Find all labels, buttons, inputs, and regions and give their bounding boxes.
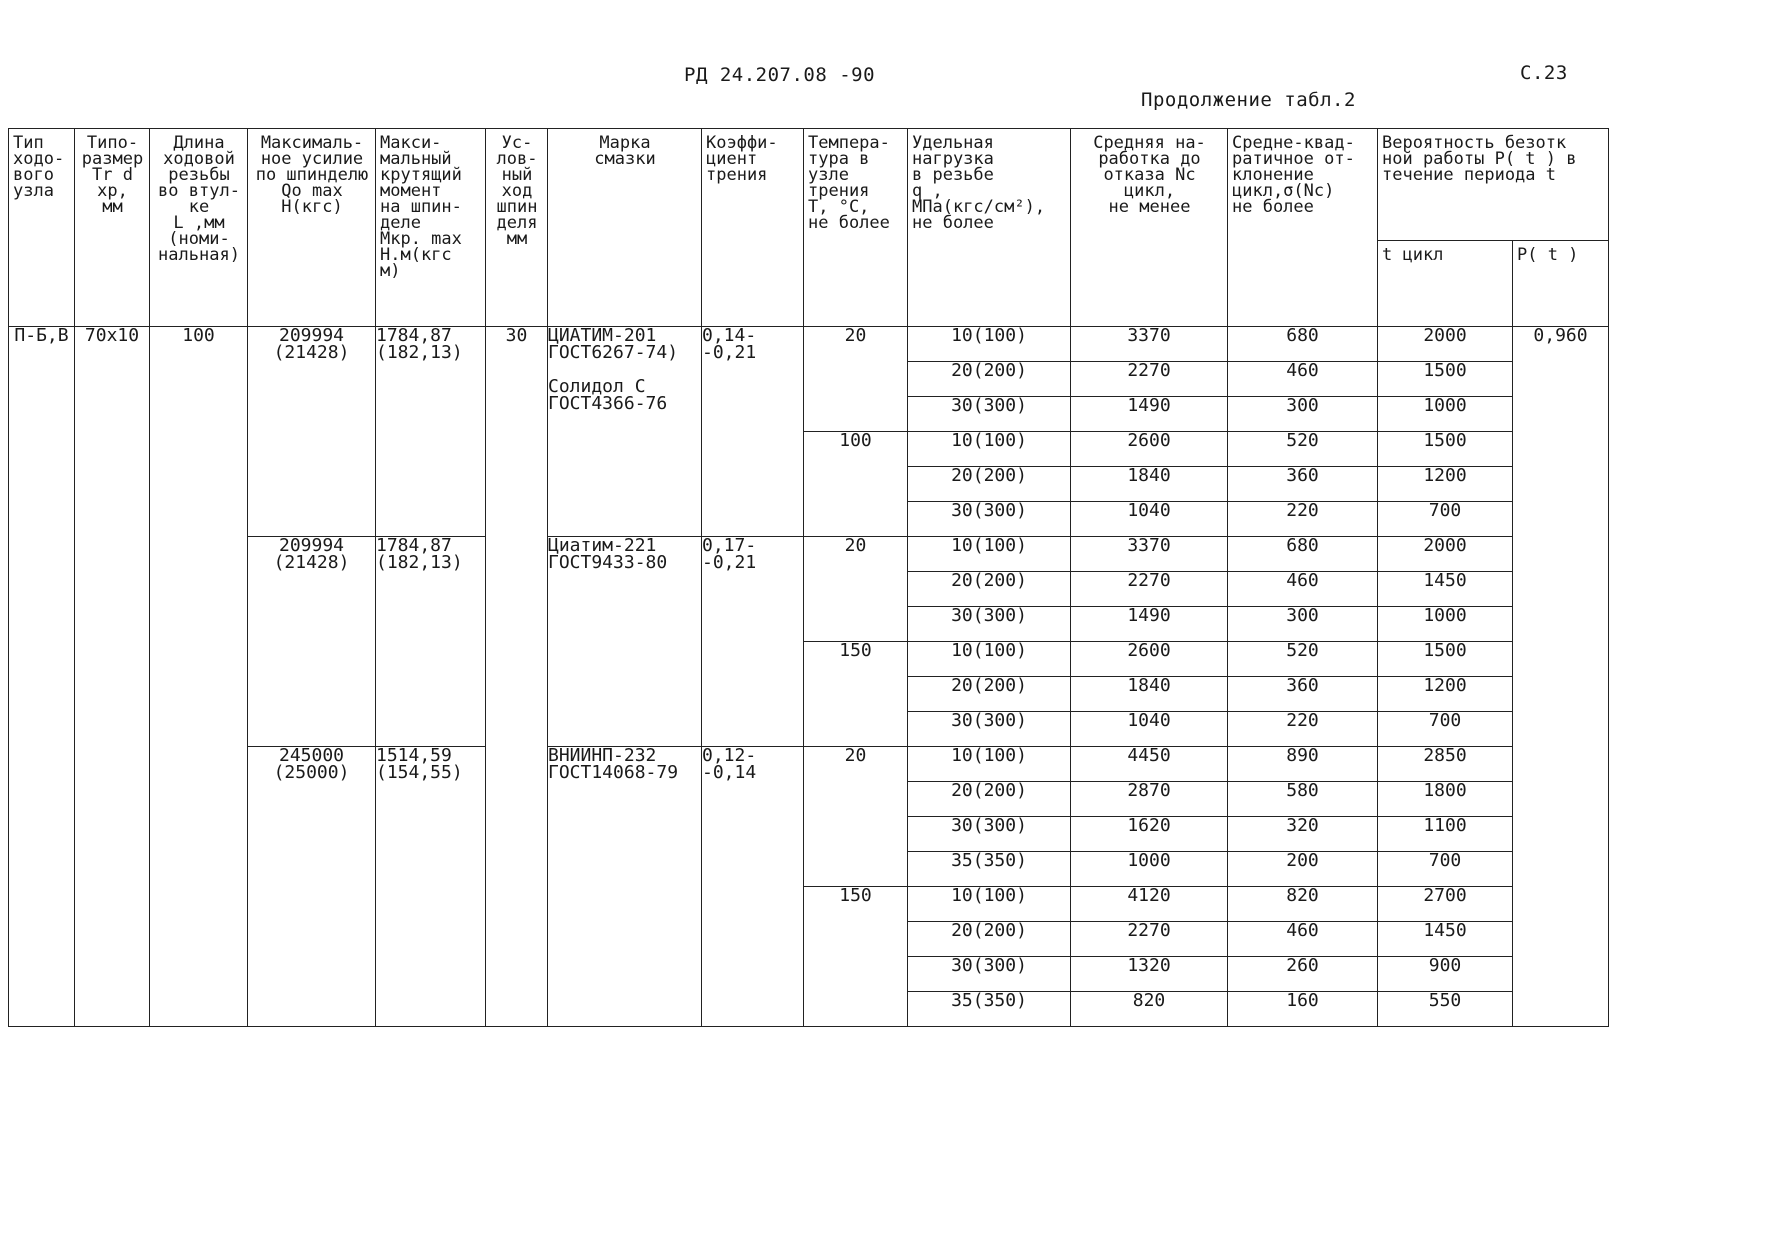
t-cycles-cell: 700 (1378, 852, 1513, 887)
load-cell: 35(350) (908, 852, 1071, 887)
lubricant-cell-2: Циатим-221 ГОСТ9433-80 (548, 537, 702, 747)
mean-time-cell: 4450 (1071, 747, 1228, 782)
t-cycles-cell: 2700 (1378, 887, 1513, 922)
t-cycles-cell: 1200 (1378, 467, 1513, 502)
t-cycles-cell: 1200 (1378, 677, 1513, 712)
load-cell: 10(100) (908, 327, 1071, 362)
load-cell: 30(300) (908, 957, 1071, 992)
std-dev-cell: 300 (1228, 607, 1378, 642)
load-cell: 10(100) (908, 432, 1071, 467)
t-cycles-cell: 550 (1378, 992, 1513, 1027)
col-header-lubricant: Марка смазки (548, 129, 702, 327)
mean-time-cell: 2600 (1071, 642, 1228, 677)
load-cell: 10(100) (908, 642, 1071, 677)
friction-cell-1: 0,14- -0,21 (702, 327, 804, 537)
load-cell: 20(200) (908, 677, 1071, 712)
col-header-std-dev: Средне-квад- ратичное от- клонение цикл,σ(Nc) не более (1228, 129, 1378, 327)
mean-time-cell: 1620 (1071, 817, 1228, 852)
col-header-size: Типо- размер Tr d хр, мм (75, 129, 150, 327)
std-dev-cell: 320 (1228, 817, 1378, 852)
std-dev-cell: 580 (1228, 782, 1378, 817)
t-cycles-cell: 1100 (1378, 817, 1513, 852)
load-cell: 30(300) (908, 817, 1071, 852)
std-dev-cell: 520 (1228, 432, 1378, 467)
mean-time-cell: 1320 (1071, 957, 1228, 992)
t-cycles-cell: 1800 (1378, 782, 1513, 817)
load-cell: 20(200) (908, 467, 1071, 502)
thread-length-cell: 100 (150, 327, 248, 1027)
lubricant-cell-1: ЦИАТИМ-201 ГОСТ6267-74) Солидол С ГОСТ4366-76 (548, 327, 702, 537)
t-cycles-cell: 700 (1378, 712, 1513, 747)
load-cell: 30(300) (908, 397, 1071, 432)
temperature-cell: 20 (804, 537, 908, 642)
load-cell: 30(300) (908, 502, 1071, 537)
node-type-cell: П-Б,В (9, 327, 75, 1027)
load-cell: 20(200) (908, 782, 1071, 817)
size-cell: 70х10 (75, 327, 150, 1027)
col-header-friction: Коэффи- циент трения (702, 129, 804, 327)
col-header-temperature: Темпера- тура в узле трения T, °C, не более (804, 129, 908, 327)
std-dev-cell: 260 (1228, 957, 1378, 992)
load-cell: 30(300) (908, 607, 1071, 642)
t-cycles-cell: 2000 (1378, 327, 1513, 362)
temperature-cell: 150 (804, 887, 908, 1027)
col-header-specific-load: Удельная нагрузка в резьбе q , МПа(кгс/см²), не более (908, 129, 1071, 327)
std-dev-cell: 300 (1228, 397, 1378, 432)
mean-time-cell: 2870 (1071, 782, 1228, 817)
load-cell: 35(350) (908, 992, 1071, 1027)
std-dev-cell: 890 (1228, 747, 1378, 782)
t-cycles-cell: 1000 (1378, 397, 1513, 432)
std-dev-cell: 220 (1228, 502, 1378, 537)
t-cycles-cell: 1450 (1378, 922, 1513, 957)
torque-cell-1: 1784,87 (182,13) (376, 327, 486, 537)
col-header-max-force: Максималь- ное усилие по шпинделю Qo max Н(кгс) (248, 129, 376, 327)
std-dev-cell: 200 (1228, 852, 1378, 887)
col-header-stroke: Ус- лов- ный ход шпин деля мм (486, 129, 548, 327)
mean-time-cell: 1040 (1071, 502, 1228, 537)
mean-time-cell: 1490 (1071, 607, 1228, 642)
load-cell: 10(100) (908, 747, 1071, 782)
mean-time-cell: 2270 (1071, 362, 1228, 397)
std-dev-cell: 820 (1228, 887, 1378, 922)
load-cell: 20(200) (908, 922, 1071, 957)
torque-cell-2: 1784,87 (182,13) (376, 537, 486, 747)
mean-time-cell: 3370 (1071, 327, 1228, 362)
mean-time-cell: 2270 (1071, 922, 1228, 957)
page-number: С.23 (1520, 62, 1568, 84)
lubricant-cell-3: ВНИИНП-232 ГОСТ14068-79 (548, 747, 702, 1027)
mean-time-cell: 1840 (1071, 677, 1228, 712)
col-header-p-t: P( t ) (1513, 241, 1609, 327)
t-cycles-cell: 1500 (1378, 432, 1513, 467)
t-cycles-cell: 2850 (1378, 747, 1513, 782)
std-dev-cell: 460 (1228, 572, 1378, 607)
spindle-drive-table (8, 128, 1609, 1027)
friction-cell-3: 0,12- -0,14 (702, 747, 804, 1027)
load-cell: 20(200) (908, 362, 1071, 397)
mean-time-cell: 1840 (1071, 467, 1228, 502)
t-cycles-cell: 1500 (1378, 362, 1513, 397)
mean-time-cell: 820 (1071, 992, 1228, 1027)
std-dev-cell: 220 (1228, 712, 1378, 747)
t-cycles-cell: 2000 (1378, 537, 1513, 572)
load-cell: 10(100) (908, 887, 1071, 922)
force-cell-1: 209994 (21428) (248, 327, 376, 537)
temperature-cell: 150 (804, 642, 908, 747)
col-header-t-cycles: t цикл (1378, 241, 1513, 327)
std-dev-cell: 680 (1228, 327, 1378, 362)
t-cycles-cell: 700 (1378, 502, 1513, 537)
col-header-thread-length: Длина ходовой резьбы во втул- ке L ,мм (номи- нальная) (150, 129, 248, 327)
probability-cell: 0,960 (1513, 327, 1609, 1027)
std-dev-cell: 160 (1228, 992, 1378, 1027)
t-cycles-cell: 1000 (1378, 607, 1513, 642)
document-code: РД 24.207.08 -90 (684, 64, 876, 86)
mean-time-cell: 3370 (1071, 537, 1228, 572)
mean-time-cell: 4120 (1071, 887, 1228, 922)
force-cell-3: 245000 (25000) (248, 747, 376, 1027)
mean-time-cell: 2270 (1071, 572, 1228, 607)
load-cell: 10(100) (908, 537, 1071, 572)
col-header-max-torque: Макси- мальный крутящий момент на шпин- деле Мкр. max Н.м(кгс м) (376, 129, 486, 327)
std-dev-cell: 360 (1228, 467, 1378, 502)
col-header-probability: Вероятность безотк ной работы P( t ) в течение периода t (1378, 129, 1609, 241)
col-header-node-type: Тип ходо- вого узла (9, 129, 75, 327)
load-cell: 30(300) (908, 712, 1071, 747)
col-header-mean-time: Средняя на- работка до отказа Nc цикл, не менее (1071, 129, 1228, 327)
force-cell-2: 209994 (21428) (248, 537, 376, 747)
stroke-cell: 30 (486, 327, 548, 1027)
temperature-cell: 20 (804, 747, 908, 887)
load-cell: 20(200) (908, 572, 1071, 607)
mean-time-cell: 1000 (1071, 852, 1228, 887)
t-cycles-cell: 1500 (1378, 642, 1513, 677)
std-dev-cell: 680 (1228, 537, 1378, 572)
friction-cell-2: 0,17- -0,21 (702, 537, 804, 747)
mean-time-cell: 1490 (1071, 397, 1228, 432)
std-dev-cell: 460 (1228, 922, 1378, 957)
t-cycles-cell: 1450 (1378, 572, 1513, 607)
std-dev-cell: 520 (1228, 642, 1378, 677)
temperature-cell: 20 (804, 327, 908, 432)
mean-time-cell: 1040 (1071, 712, 1228, 747)
temperature-cell: 100 (804, 432, 908, 537)
mean-time-cell: 2600 (1071, 432, 1228, 467)
torque-cell-3: 1514,59 (154,55) (376, 747, 486, 1027)
std-dev-cell: 460 (1228, 362, 1378, 397)
t-cycles-cell: 900 (1378, 957, 1513, 992)
table-continuation-label: Продолжение табл.2 (1141, 89, 1356, 111)
std-dev-cell: 360 (1228, 677, 1378, 712)
